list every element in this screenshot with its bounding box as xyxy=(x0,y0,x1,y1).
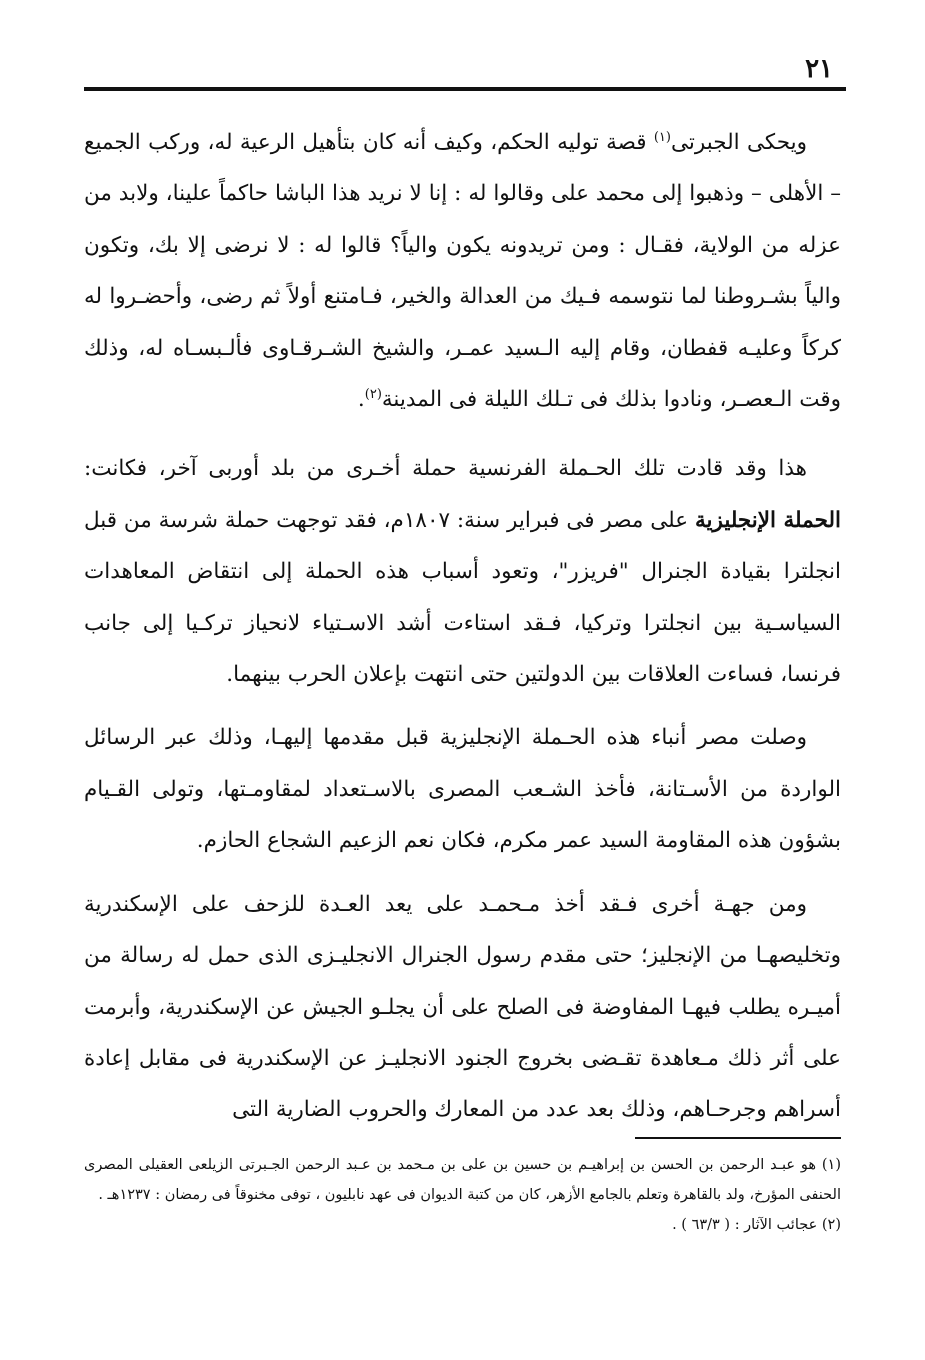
paragraph-4: ومن جهـة أخرى فـقد أخذ مـحمـد على يعد العـدة للزحف على الإسكندرية وتخليصهـا من الإنجليز؛ حتى مقدم رسول الجنرال الانجليـزى الذى حمل له رسالة من أميـره يطلب فيهـا المفاوضة فى الصلح على أن يجلـو الجيش عن الإسكندرية، وأبرمت على أثر ذلك مـعاهدة تقـضى بخروج الجنود الانجليـز عن الإسكندرية فى مقابل إعادة أسراهم وجرحـاهم، وذلك بعد عدد من المعارك والحروب الضارية التى xyxy=(84,891,841,1123)
footnote-1 xyxy=(84,1150,841,1210)
footnote-marker: (١) xyxy=(821,1157,841,1173)
paragraph-3: وصلت مصر أنباء هذه الحـملة الإنجليزية قبل مقدمها إليهـا، وذلك عبر الرسائل الواردة من الأسـتانة، فأخذ الشـعب المصرى بالاسـتعداد لمقاومـتها، وتولى القـيام بشؤون هذه المقاومة السيد عمر مكرم، فكان نعم الزعيم الشجاع الحازم. xyxy=(84,725,841,854)
footnote-rule xyxy=(635,1137,841,1139)
footnote-text: هو عبـد الرحمن بن الحسن بن إبراهيـم بن حسين بن على بن مـحمد بن عـبد الرحمن الجـبرتى الزيلعى العقيلى المصرى الحنفى المؤرخ، ولد بالقاهرة وتعلم بالجامع الأزهر، كان من كتبة الديوان فى عهد نابليون ، توفى مخنوقاً فى رمضان : ١٢٣٧هـ . xyxy=(84,1157,841,1203)
footnote-text: عجائب الآثار : ( ٦٣/٣ ) . xyxy=(672,1217,822,1233)
footnote-ref-1[interactable]: (١) xyxy=(653,130,671,145)
footnote-2 xyxy=(84,1210,841,1240)
main-text xyxy=(84,117,841,1136)
paragraph-text: قصة توليه الحكم، وكيف أنه كان بتأهيل الرعية له، وركب الجميع – الأهلى – وذهبوا إلى محمد على وقالوا له : إنا لا نريد هذا الباشا حاكماً علينا، ولابد من عزله من الولاية، فقـال : ومن تريدونه يكون والياً؟ قالوا له : لا نرضى إلا بك، وتكون والياً بشـروطنا لما نتوسمه فـيك من العدالة والخير، فـامتنع أولاً ثم رضى، وأحضـروا له كركاً وعليـه قفطان، وقام إليه الـسيد عمـر، والشيخ الشـرقـاوى فألـبسـاه له، وذلك وقت الـعصـر، ونادوا بذلك فى تـلك الليلة فى المدينة xyxy=(84,130,841,413)
paragraph-text: هذا وقد قادت تلك الحـملة الفرنسية حملة أخـرى من بلد أوربى آخر، فكانت: xyxy=(84,456,807,482)
footnotes xyxy=(84,1150,841,1240)
page-number: ٢١ xyxy=(805,54,833,84)
header-rule xyxy=(84,87,846,91)
paragraph-text: . xyxy=(357,387,365,413)
bold-heading-text: الحملة الإنجليزية xyxy=(694,507,841,533)
paragraph-1 xyxy=(84,117,841,425)
paragraph-text: ويحكى الجبرتى xyxy=(670,130,808,155)
footnote-marker: (٢) xyxy=(821,1217,841,1233)
paragraph-text: على مصر فى فبراير سنة: ١٨٠٧م، فقد توجهت حملة شرسة من قبل انجلترا بقيادة الجنرال "فريزر"، وتعود أسباب هذه الحملة إلى انتقاض المعاهدات السياسـية بين انجلترا وتركيا، فـقد استاءت أشد الاسـتياء لانحياز تركـيا إلى جانب فرنسا، فساءت العلاقات بين الدولتين حتى انتهت بإعلان الحرب بينهما. xyxy=(84,507,841,688)
footnote-ref-2[interactable]: (٢) xyxy=(364,387,382,403)
paragraph-2 xyxy=(84,443,841,700)
